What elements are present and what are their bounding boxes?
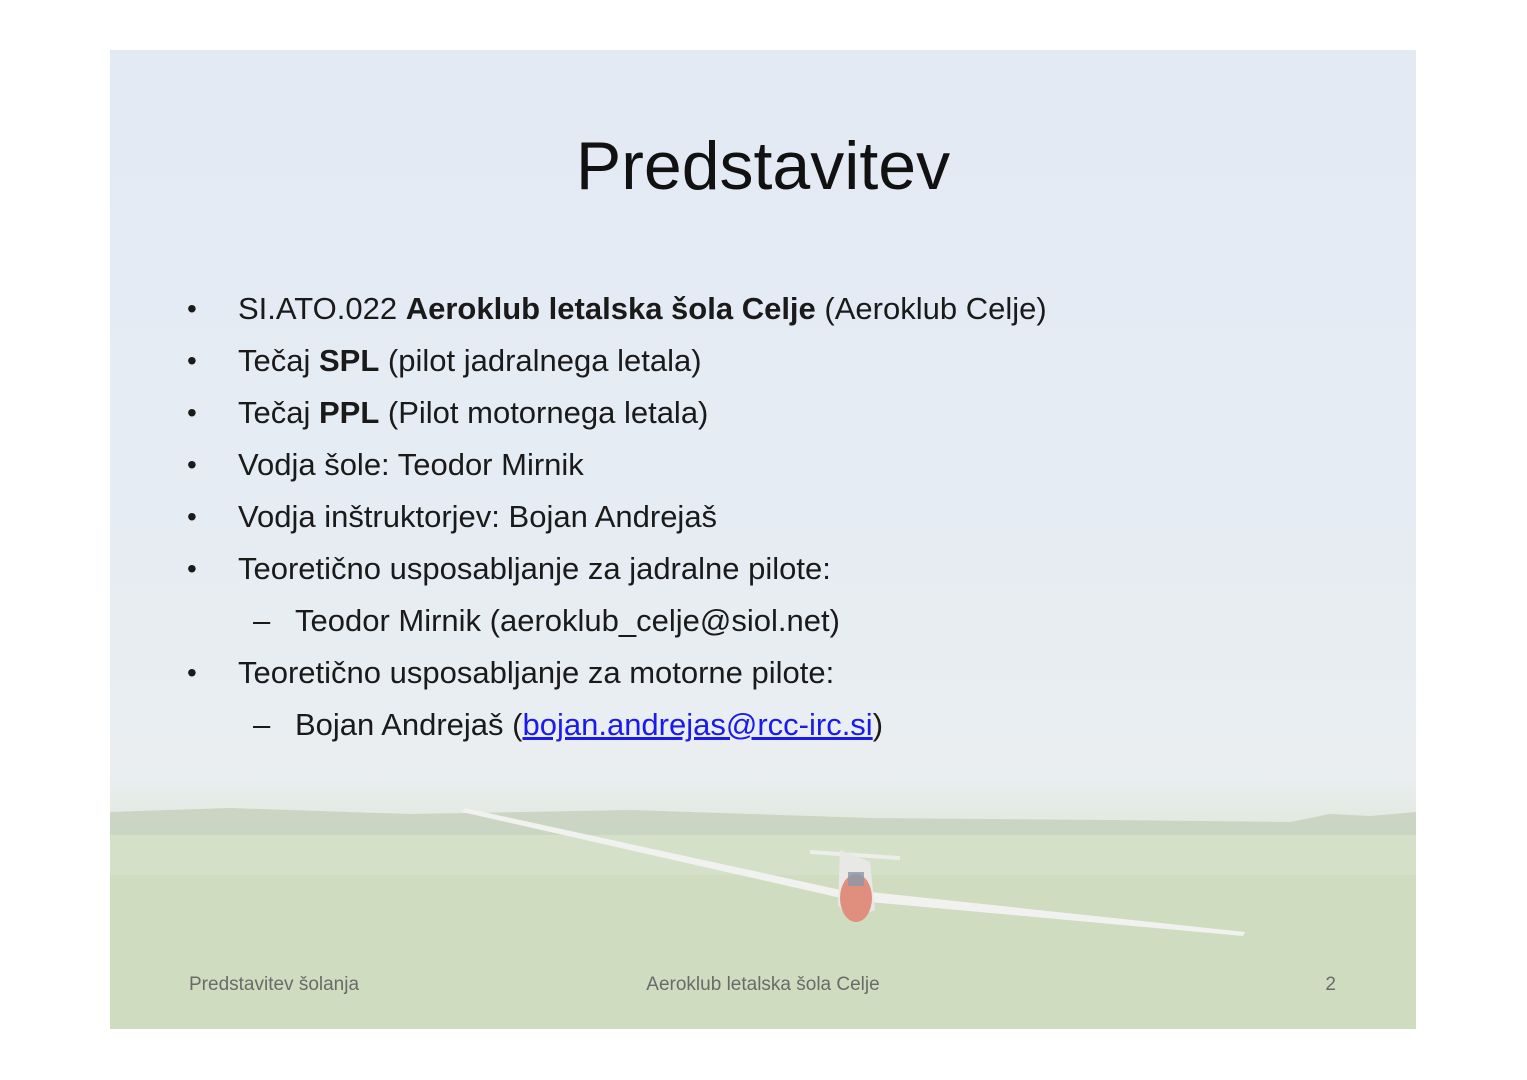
bullet-text-post: (Aeroklub Celje) bbox=[815, 291, 1047, 326]
email-link[interactable]: bojan.andrejas@rcc-irc.si bbox=[522, 707, 873, 742]
bullet-text-post: (pilot jadralnega letala) bbox=[379, 343, 702, 378]
footer-center: Aeroklub letalska šola Celje bbox=[646, 974, 880, 995]
bullet-item-glider-theory: Teoretično usposabljanje za jadralne pilote: bbox=[238, 551, 831, 586]
slide bbox=[110, 50, 1416, 1029]
bullet-item-school bbox=[238, 293, 1047, 324]
bullet-icon: • bbox=[187, 293, 197, 324]
sub-item-glider-contact: Teodor Mirnik (aeroklub_celje@siol.net) bbox=[295, 603, 840, 638]
footer-left: Predstavitev šolanja bbox=[189, 974, 360, 995]
bullet-text-bold: PPL bbox=[318, 395, 380, 430]
bullet-text-bold: Aeroklub letalska šola Celje bbox=[405, 291, 816, 326]
bullet-icon: • bbox=[187, 449, 197, 480]
sub-item-motor-contact bbox=[295, 709, 883, 740]
bullet-item-school-head: Vodja šole: Teodor Mirnik bbox=[238, 447, 584, 482]
bullet-item-instructor-head: Vodja inštruktorjev: Bojan Andrejaš bbox=[238, 499, 718, 534]
bullet-icon: • bbox=[187, 657, 197, 688]
bullet-text-bold: SPL bbox=[318, 343, 380, 378]
sub-text-pre: Bojan Andrejaš ( bbox=[295, 707, 523, 742]
slide-title: Predstavitev bbox=[575, 128, 951, 204]
bullet-item-motor-theory: Teoretično usposabljanje za motorne pilote: bbox=[238, 655, 835, 690]
bullet-icon: • bbox=[187, 397, 197, 428]
sub-text-post: ) bbox=[872, 707, 884, 742]
bullet-item-ppl bbox=[238, 397, 708, 428]
bullet-text-pre: Tečaj bbox=[238, 343, 319, 378]
bullet-icon: • bbox=[187, 345, 197, 376]
page-number: 2 bbox=[1325, 974, 1336, 995]
dash-icon: – bbox=[253, 603, 271, 638]
bullet-item-spl bbox=[238, 345, 702, 376]
bullet-text-post: (Pilot motornega letala) bbox=[379, 395, 709, 430]
bullet-icon: • bbox=[187, 553, 197, 584]
dash-icon: – bbox=[253, 707, 271, 742]
bullet-text-pre: SI.ATO.022 bbox=[238, 291, 406, 326]
bullet-icon: • bbox=[187, 501, 197, 532]
bullet-text-pre: Tečaj bbox=[238, 395, 319, 430]
